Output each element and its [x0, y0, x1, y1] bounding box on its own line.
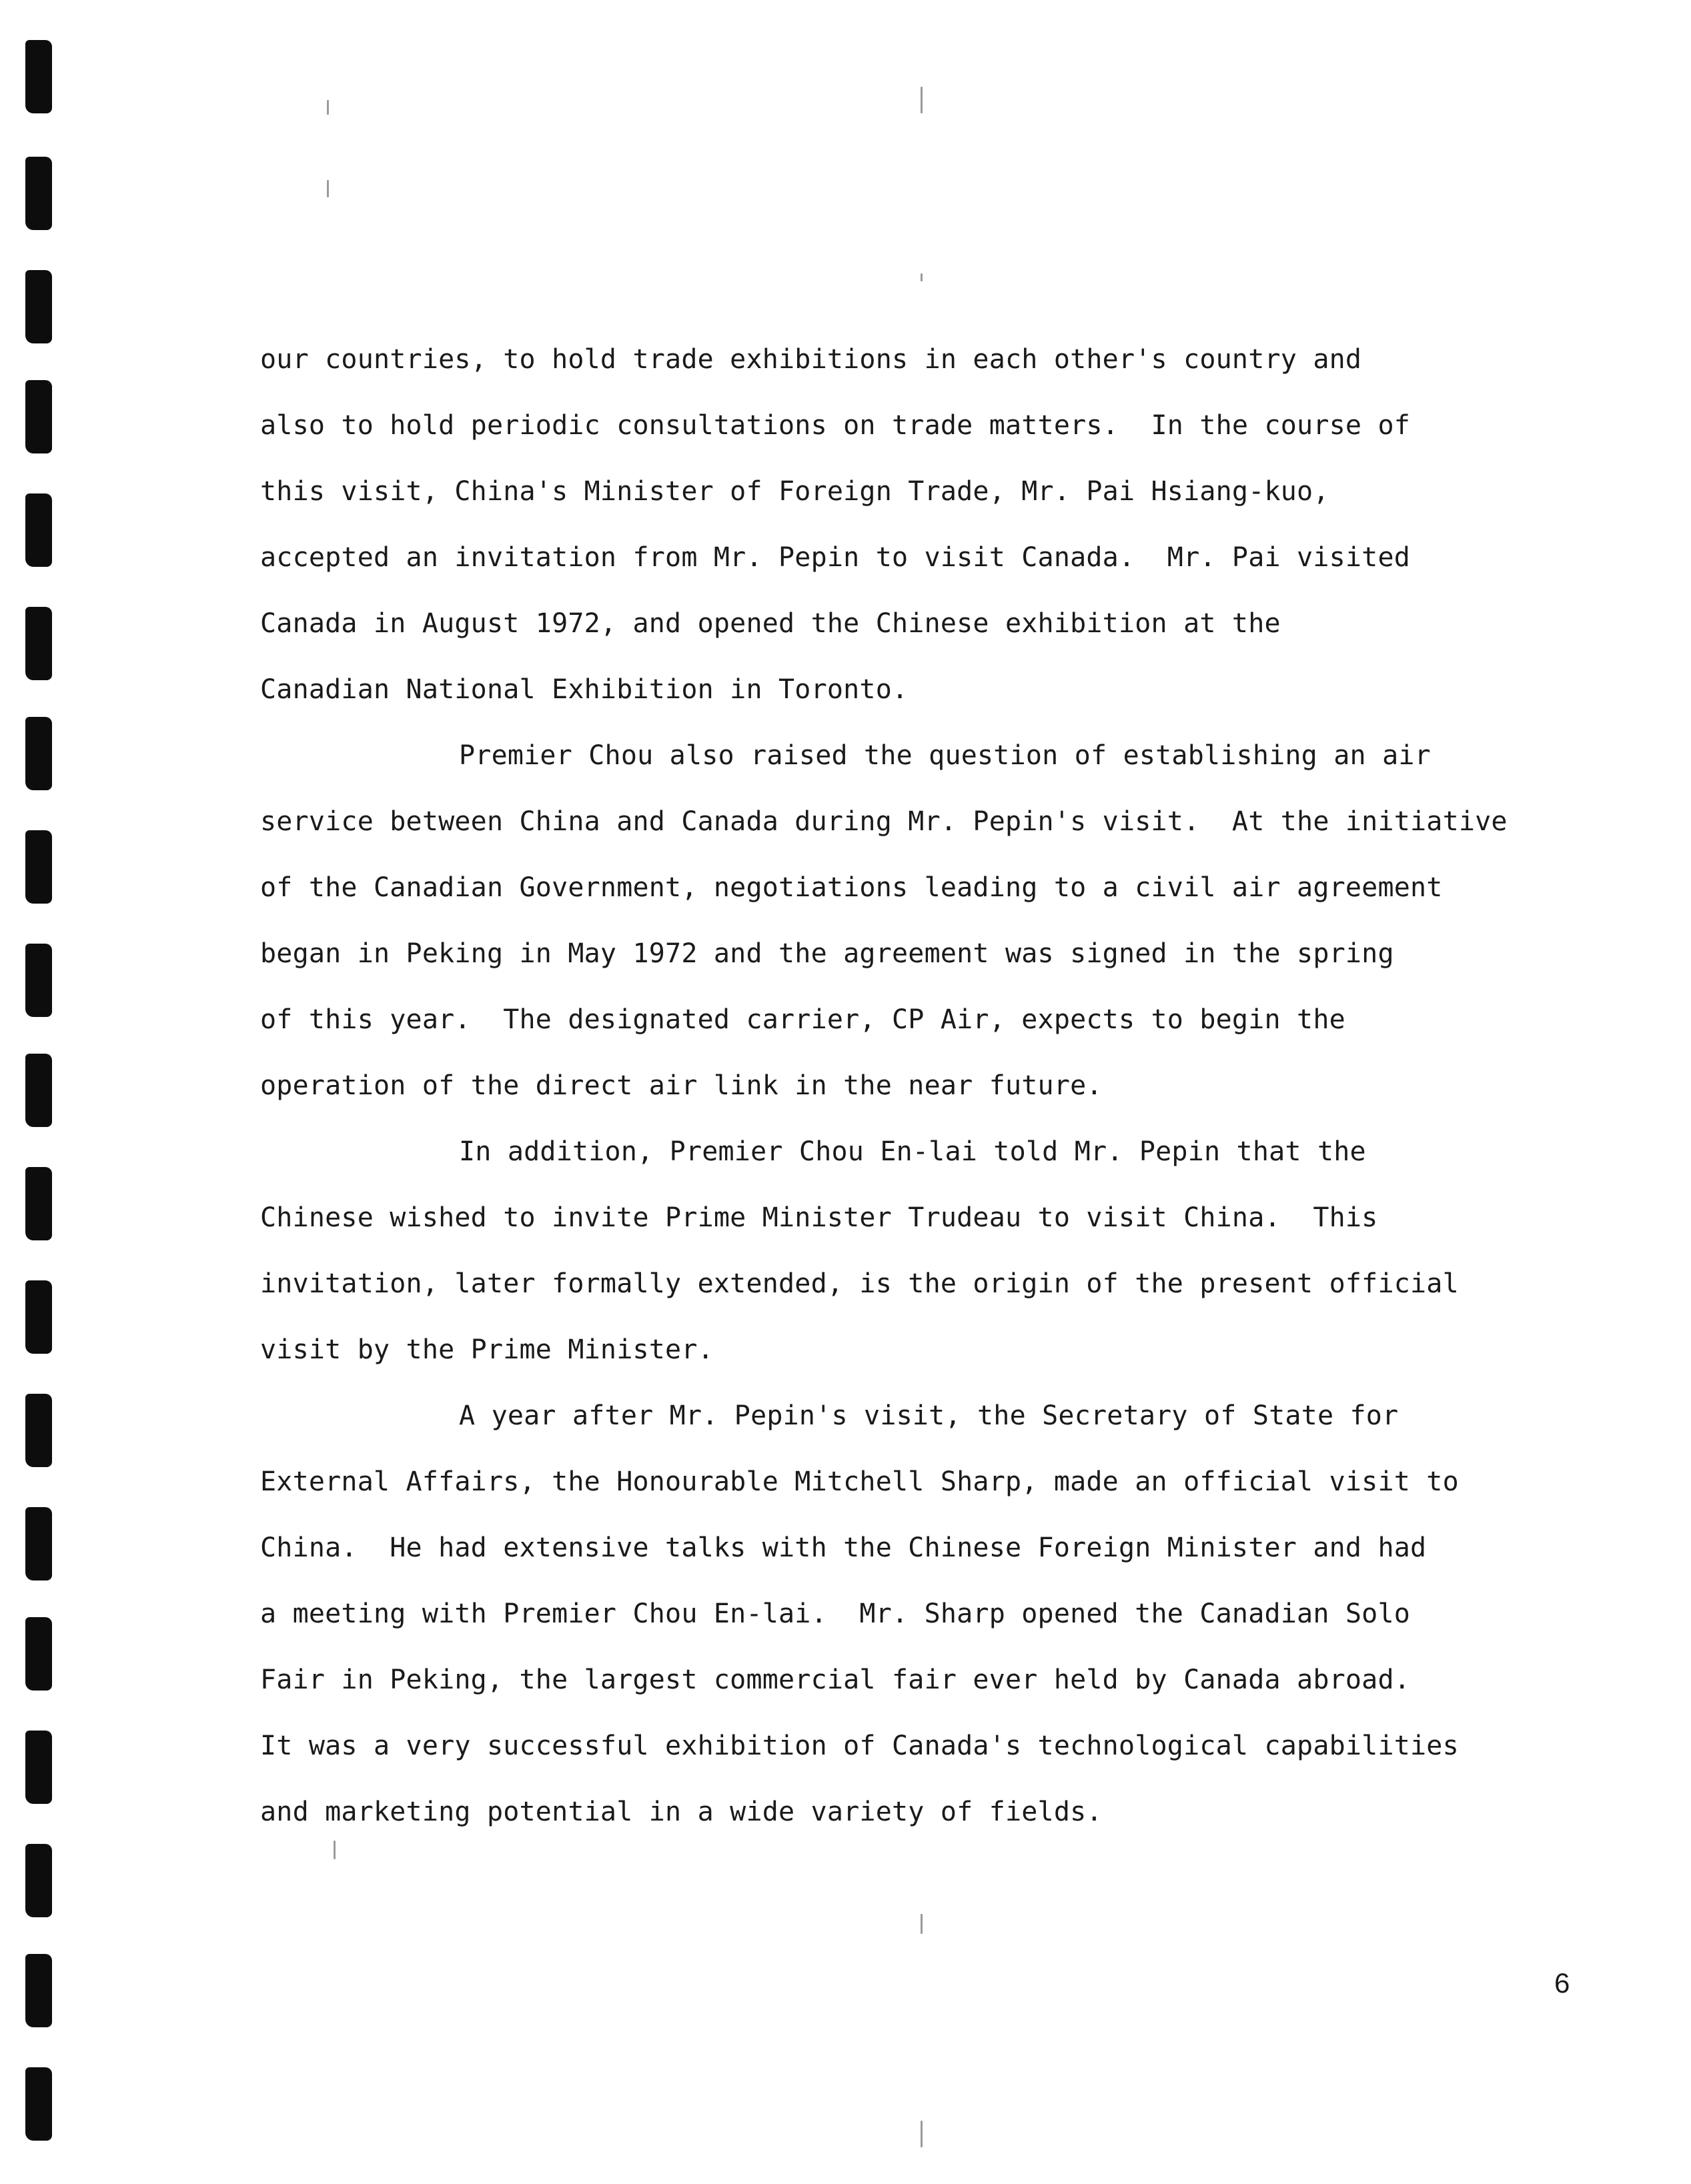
punch-hole-mark: [25, 1054, 52, 1127]
scan-speck: [921, 2121, 923, 2147]
scan-speck: [921, 87, 923, 113]
punch-hole-mark: [25, 944, 52, 1017]
punch-hole-mark: [25, 1731, 52, 1804]
punch-hole-mark: [25, 830, 52, 904]
text-line: also to hold periodic consultations on trade matters. In the course of: [260, 410, 1411, 441]
punch-hole-mark: [25, 1507, 52, 1580]
punch-hole-mark: [25, 380, 52, 453]
punch-hole-mark: [25, 1394, 52, 1467]
text-line: External Affairs, the Honourable Mitchell Sharp, made an official visit to: [260, 1466, 1459, 1497]
text-line: China. He had extensive talks with the Chinese Foreign Minister and had: [260, 1532, 1427, 1563]
punch-hole-mark: [25, 607, 52, 680]
text-line: and marketing potential in a wide variety of fields.: [260, 1797, 1103, 1827]
text-line: operation of the direct air link in the near future.: [260, 1070, 1103, 1101]
punch-hole-mark: [25, 1167, 52, 1240]
text-line: Canada in August 1972, and opened the Chinese exhibition at the: [260, 608, 1281, 639]
page-number: 6: [1554, 1967, 1570, 1999]
text-line: service between China and Canada during Mr. Pepin's visit. At the initiative: [260, 806, 1508, 837]
text-line: our countries, to hold trade exhibitions in each other's country and: [260, 344, 1362, 375]
punch-hole-mark: [25, 2067, 52, 2141]
punch-hole-mark: [25, 1954, 52, 2027]
punch-hole-mark: [25, 270, 52, 343]
scan-speck: [327, 100, 329, 115]
text-line: Chinese wished to invite Prime Minister Trudeau to visit China. This: [260, 1202, 1378, 1233]
text-line: visit by the Prime Minister.: [260, 1334, 714, 1365]
scan-speck: [921, 273, 923, 281]
text-line: Fair in Peking, the largest commercial fair ever held by Canada abroad.: [260, 1665, 1411, 1695]
text-line: Canadian National Exhibition in Toronto.: [260, 674, 909, 705]
punch-hole-mark: [25, 717, 52, 790]
binder-punch-holes: [25, 40, 55, 2161]
punch-hole-mark: [25, 40, 52, 113]
scan-speck: [327, 180, 329, 197]
text-line: of this year. The designated carrier, CP Air, expects to begin the: [260, 1004, 1345, 1035]
text-line: began in Peking in May 1972 and the agreement was signed in the spring: [260, 938, 1394, 969]
text-line: this visit, China's Minister of Foreign Trade, Mr. Pai Hsiang-kuo,: [260, 476, 1329, 507]
scan-speck: [921, 1914, 923, 1934]
punch-hole-mark: [25, 1617, 52, 1691]
punch-hole-mark: [25, 1280, 52, 1354]
paragraph-first-line: In addition, Premier Chou En-lai told Mr. Pepin that the: [459, 1136, 1366, 1167]
punch-hole-mark: [25, 493, 52, 567]
text-line: a meeting with Premier Chou En-lai. Mr. Sharp opened the Canadian Solo: [260, 1598, 1411, 1629]
punch-hole-mark: [25, 1844, 52, 1917]
text-line: It was a very successful exhibition of Canada's technological capabilities: [260, 1731, 1459, 1761]
body-text: [260, 327, 1594, 1845]
paragraph-first-line: Premier Chou also raised the question of establishing an air: [459, 740, 1431, 771]
punch-hole-mark: [25, 157, 52, 230]
text-line: invitation, later formally extended, is the origin of the present official: [260, 1268, 1459, 1299]
paragraph-first-line: A year after Mr. Pepin's visit, the Secretary of State for: [459, 1400, 1399, 1431]
text-line: of the Canadian Government, negotiations leading to a civil air agreement: [260, 872, 1443, 903]
text-line: accepted an invitation from Mr. Pepin to visit Canada. Mr. Pai visited: [260, 542, 1411, 573]
